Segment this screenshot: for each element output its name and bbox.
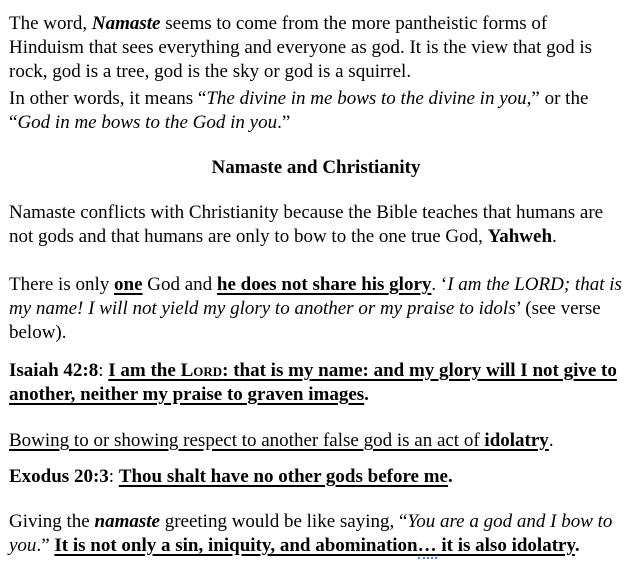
text-run: namaste: [94, 511, 160, 532]
text-run: .: [364, 384, 369, 405]
paragraph-in-other-words: [9, 87, 623, 135]
text-run: I am the LORD; that is my name! I will not yield my glory to another or my praise to idols: [9, 274, 622, 319]
text-run: ’ (see verse below).: [9, 298, 601, 343]
paragraph-conclusion: [9, 510, 623, 558]
text-run: Giving the: [9, 511, 95, 532]
text-run: There is only: [9, 274, 115, 295]
text-run: Namaste: [91, 13, 161, 34]
text-run: .: [552, 226, 557, 247]
verse-exodus-20-3: [9, 465, 623, 489]
text-run: one: [114, 274, 143, 295]
text-run: Bowing to or showing respect to another false god is an act of: [9, 430, 485, 451]
text-run: In other words, it means “: [9, 88, 207, 109]
text-run: …: [418, 535, 437, 559]
text-run: .”: [277, 112, 291, 133]
text-run: The word,: [9, 13, 92, 34]
text-run: Exodus 20:3: [9, 466, 109, 487]
text-run: The divine in me bows to the divine in you: [206, 88, 527, 109]
verse-isaiah-42-8: [9, 359, 623, 407]
text-run: : that is my name: and my glory will I not give to another, neither my praise to graven images: [9, 360, 617, 405]
paragraph-conflict: [9, 201, 623, 249]
text-run: :: [108, 466, 119, 487]
paragraph-one-god: [9, 273, 623, 345]
text-run: Isaiah 42:8: [9, 360, 99, 381]
text-run: .: [448, 466, 453, 487]
text-run: :: [98, 360, 109, 381]
paragraph-namaste-origin: [9, 12, 623, 84]
text-run: Namaste conflicts with Christianity because the Bible teaches that humans are not gods and that humans are only to bow to the one true God,: [9, 202, 604, 247]
text-run: greeting would be like saying, “: [159, 511, 408, 532]
text-run: . ‘: [431, 274, 448, 295]
section-heading: [9, 156, 623, 180]
text-run: ,” or the “: [9, 88, 589, 133]
text-run: God and: [142, 274, 217, 295]
text-run: idolatry: [484, 430, 549, 451]
text-run: You are a god and I bow to you: [9, 511, 613, 556]
text-run: seems to come from the more pantheistic forms of Hinduism that sees everything and everyone as god. It is the view that god is rock, god is a tree, god is the sky or god is a squirrel.: [9, 13, 593, 82]
text-run: God in me bows to the God in you: [17, 112, 278, 133]
text-run: Thou shalt have no other gods before me: [118, 466, 448, 487]
text-run: Namaste and Christianity: [211, 157, 421, 178]
text-run: Lord: [180, 360, 223, 381]
text-run: it is also idolatry: [436, 535, 575, 556]
paragraph-idolatry: [9, 429, 623, 453]
text-run: he does not share his glory: [216, 274, 432, 295]
text-run: It is not only a sin, iniquity, and abomination: [54, 535, 418, 556]
text-run: .: [574, 535, 580, 556]
text-run: .: [548, 430, 554, 451]
text-run: I am the: [108, 360, 181, 381]
text-run: .”: [36, 535, 55, 556]
text-run: Yahweh: [487, 226, 553, 247]
